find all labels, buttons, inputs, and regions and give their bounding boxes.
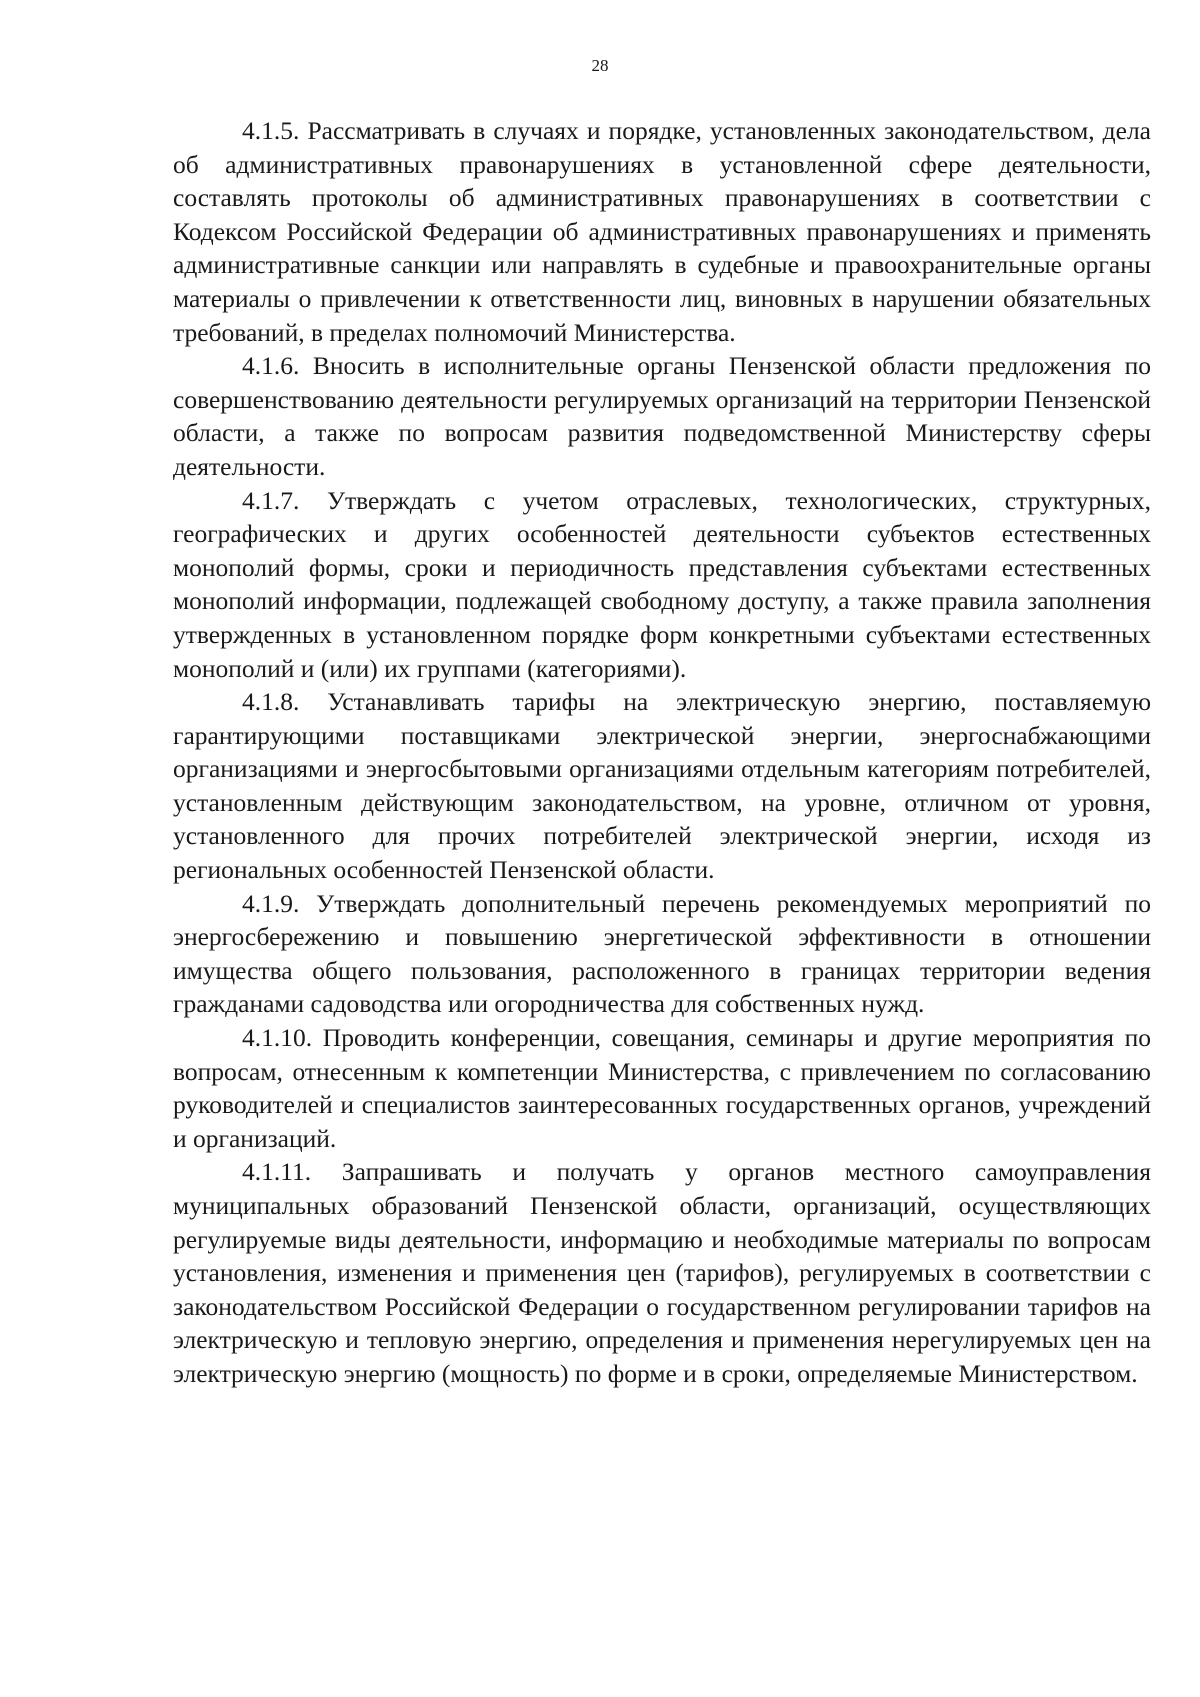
paragraph-4-1-10: 4.1.10. Проводить конференции, совещания, семинары и другие мероприятия по вопросам, отнесенным к компетенции Министерства, с привлечением по согласованию руководителей и специалистов заинтересованных государственных органов, учреждений и организаций. bbox=[173, 1023, 1151, 1153]
paragraph-4-1-8: 4.1.8. Устанавливать тарифы на электрическую энергию, поставляемую гарантирующими поставщиками электрической энергии, энергоснабжающими организациями и энергосбытовыми организациями отдельным категориям потребителей, установленным действующим законодательством, на уровне, отличном от уровня, установленного для прочих потребителей электрической энергии, исходя из региональных особенностей Пензенской области. bbox=[173, 687, 1151, 885]
paragraph-4-1-11: 4.1.11. Запрашивать и получать у органов местного самоуправления муниципальных образований Пензенской области, организаций, осуществляющих регулируемые виды деятельности, информацию и необходимые материалы по вопросам установления, изменения и применения цен (тарифов), регулируемых в соответствии с законодательством Российской Федерации о государственном регулировании тарифов на электрическую и тепловую энергию, определения и применения нерегулируемых цен на электрическую энергию (мощность) по форме и в сроки, определяемые Министерством. bbox=[173, 1157, 1151, 1388]
paragraph-4-1-7: 4.1.7. Утверждать с учетом отраслевых, технологических, структурных, географических и других особенностей деятельности субъектов естественных монополий формы, сроки и периодичность представления субъектами естественных монополий информации, подлежащей свободному доступу, а также правила заполнения утвержденных в установленном порядке форм конкретными субъектами естественных монополий и (или) их группами (категориями). bbox=[173, 485, 1151, 683]
paragraph-4-1-6: 4.1.6. Вносить в исполнительные органы Пензенской области предложения по совершенствованию деятельности регулируемых организаций на территории Пензенской области, а также по вопросам развития подведомственной Министерству сферы деятельности. bbox=[173, 351, 1151, 481]
paragraph-4-1-9: 4.1.9. Утверждать дополнительный перечень рекомендуемых мероприятий по энергосбережению и повышению энергетической эффективности в отношении имущества общего пользования, расположенного в границах территории ведения гражданами садоводства или огородничества для собственных нужд. bbox=[173, 888, 1151, 1019]
paragraph-4-1-5: 4.1.5. Рассматривать в случаях и порядке, установленных законодательством, дела об административных правонарушениях в установленной сфере деятельности, составлять протоколы об административных правонарушениях в соответствии с Кодексом Российской Федерации об административных правонарушениях и применять административные санкции или направлять в судебные и правоохранительные органы материалы о привлечении к ответственности лиц, виновных в нарушении обязательных требований, в пределах полномочий Министерства. bbox=[173, 116, 1151, 347]
page-number: 28 bbox=[591, 56, 609, 75]
document-body bbox=[173, 114, 1151, 1391]
